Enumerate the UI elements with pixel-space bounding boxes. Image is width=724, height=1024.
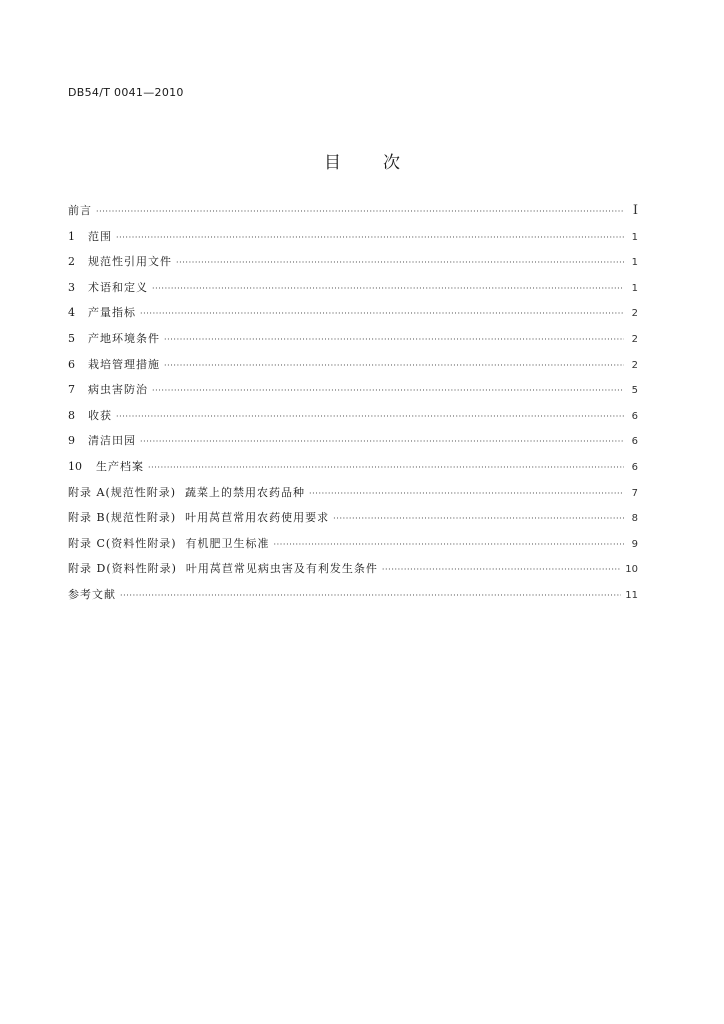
toc-entry-page: 11 xyxy=(625,589,638,601)
toc-entry-number: 5 xyxy=(68,331,75,345)
toc-entry-appendix-d[interactable] xyxy=(68,562,638,588)
toc-leader-dots xyxy=(120,589,621,603)
toc-entry-page: 6 xyxy=(631,461,638,473)
toc-leader-dots xyxy=(164,359,624,373)
toc-entry-number: 6 xyxy=(68,357,75,371)
toc-entry-page: 2 xyxy=(631,359,638,371)
toc-entry-label: 产量指标 xyxy=(88,306,136,320)
toc-entry-10[interactable] xyxy=(68,460,638,486)
toc-entry-label: 规范性引用文件 xyxy=(88,255,172,269)
toc-leader-dots xyxy=(152,384,624,398)
toc-entry-1[interactable] xyxy=(68,230,638,256)
toc-entry-page: 2 xyxy=(631,308,638,320)
toc-entry-page: 10 xyxy=(625,564,638,576)
toc-title-char-2: 次 xyxy=(383,153,400,173)
toc-entry-page: 7 xyxy=(631,487,638,499)
toc-entry-label: 栽培管理措施 xyxy=(88,357,160,371)
toc-entry-4[interactable] xyxy=(68,306,638,332)
toc-leader-dots xyxy=(140,307,624,321)
toc-leader-dots xyxy=(152,282,624,296)
toc-entry-foreword[interactable] xyxy=(68,204,638,230)
toc-entry-3[interactable] xyxy=(68,281,638,307)
toc-leader-dots xyxy=(274,538,625,552)
toc-entry-number: 8 xyxy=(68,408,75,422)
toc-entry-9[interactable] xyxy=(68,434,638,460)
toc-entry-label: 术语和定义 xyxy=(88,280,148,294)
toc-entry-label: 清洁田园 xyxy=(88,434,136,448)
toc-entry-number: 3 xyxy=(68,280,75,294)
toc-entry-page: 6 xyxy=(631,436,638,448)
toc-entry-page: 9 xyxy=(631,538,638,550)
toc-leader-dots xyxy=(116,410,624,424)
toc-entry-appendix-c[interactable] xyxy=(68,537,638,563)
toc-leader-dots xyxy=(309,487,624,501)
toc-entry-label: 参考文献 xyxy=(68,587,116,601)
toc-entry-6[interactable] xyxy=(68,358,638,384)
toc-entry-page: 5 xyxy=(631,385,638,397)
document-code: DB54/T 0041—2010 xyxy=(68,86,184,99)
toc-entry-appendix-b[interactable] xyxy=(68,511,638,537)
toc-entry-label: 病虫害防治 xyxy=(88,383,148,397)
toc-entry-7[interactable] xyxy=(68,383,638,409)
toc-entry-number: 9 xyxy=(68,434,75,448)
toc-entry-number: 4 xyxy=(68,306,75,320)
toc-entry-label: 收获 xyxy=(88,408,112,422)
toc-entry-label: 附录 C(资料性附录) 有机肥卫生标准 xyxy=(68,536,270,550)
toc-entry-number: 2 xyxy=(68,255,75,269)
toc-leader-dots xyxy=(333,512,624,526)
toc-entry-label: 范围 xyxy=(88,229,112,243)
toc-leader-dots xyxy=(148,461,624,475)
toc-leader-dots xyxy=(116,231,624,245)
toc-leader-dots xyxy=(140,435,624,449)
toc-entry-label: 前言 xyxy=(68,204,92,217)
toc-entry-number: 10 xyxy=(68,459,82,473)
toc-entry-page: I xyxy=(632,203,638,218)
toc-title xyxy=(0,148,724,173)
toc-entry-label: 附录 A(规范性附录) 蔬菜上的禁用农药品种 xyxy=(68,485,306,499)
toc-leader-dots xyxy=(382,563,621,577)
toc-entry-page: 2 xyxy=(631,333,638,345)
toc-leader-dots xyxy=(164,333,624,347)
toc-entry-2[interactable] xyxy=(68,255,638,281)
toc-leader-dots xyxy=(176,256,624,270)
toc-title-char-1: 目 xyxy=(324,153,341,173)
toc-leader-dots xyxy=(96,205,624,219)
toc-entry-page: 6 xyxy=(631,410,638,422)
toc-entry-appendix-a[interactable] xyxy=(68,486,638,512)
toc-entry-page: 1 xyxy=(631,231,638,243)
toc-entry-page: 1 xyxy=(631,282,638,294)
toc-entry-page: 8 xyxy=(631,513,638,525)
toc-entry-references[interactable] xyxy=(68,588,638,614)
toc-entry-label: 附录 D(资料性附录) 叶用莴苣常见病虫害及有利发生条件 xyxy=(68,562,378,576)
table-of-contents xyxy=(68,204,638,614)
toc-entry-label: 附录 B(规范性附录) 叶用莴苣常用农药使用要求 xyxy=(68,511,330,525)
toc-entry-8[interactable] xyxy=(68,409,638,435)
toc-entry-label: 产地环境条件 xyxy=(88,331,160,345)
toc-entry-label: 生产档案 xyxy=(96,459,144,473)
toc-entry-page: 1 xyxy=(631,257,638,269)
toc-entry-5[interactable] xyxy=(68,332,638,358)
toc-entry-number: 7 xyxy=(68,383,75,397)
toc-entry-number: 1 xyxy=(68,229,75,243)
